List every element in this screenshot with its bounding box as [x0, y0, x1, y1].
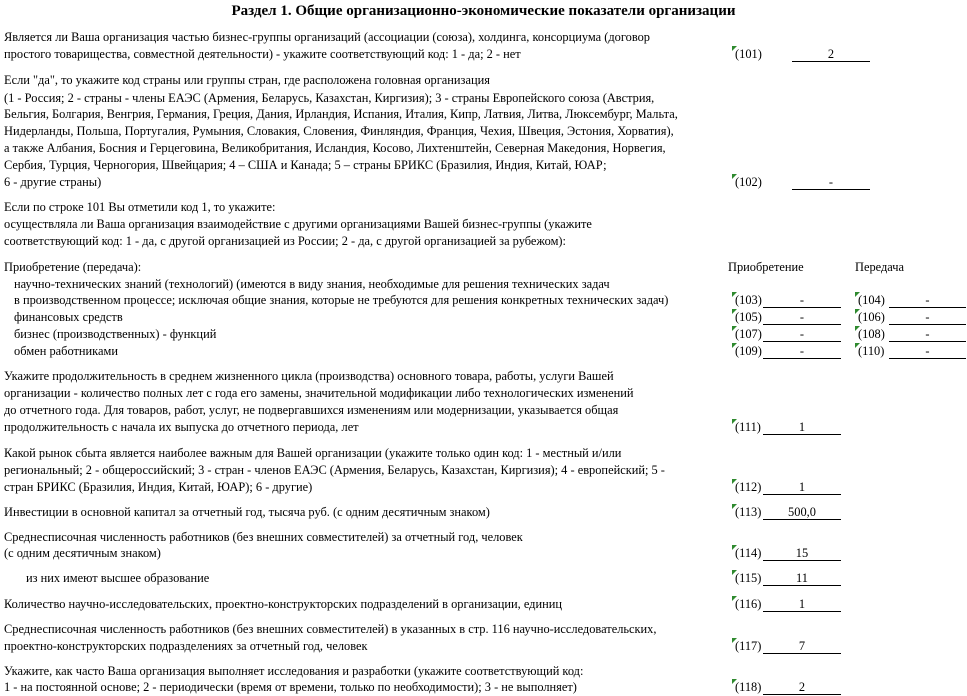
question-text: Количество научно-исследовательских, проектно-конструкторских подразделений в организации, единиц [4, 597, 562, 611]
field-marker-icon [732, 174, 737, 179]
row-code-114: (114) [732, 546, 761, 561]
answer-field-110[interactable]: - [889, 344, 966, 359]
field-marker-icon [732, 343, 737, 348]
question-text: (1 - Россия; 2 - страны - члены ЕАЭС (Армения, Беларусь, Казахстан, Киргизия); 3 - страны Европейского союза (Австрия, [4, 91, 655, 105]
field-marker-icon [732, 545, 737, 550]
question-text: 6 - другие страны) [4, 175, 102, 189]
row-code-118: (118) [732, 680, 761, 695]
row-code-103: (103) [732, 293, 762, 308]
field-marker-icon [855, 343, 860, 348]
answer-field-102[interactable]: - [792, 175, 870, 190]
answer-field-118[interactable]: 2 [763, 680, 841, 695]
answer-field-109[interactable]: - [763, 344, 841, 359]
question-text: стран БРИКС (Бразилия, Индия, Китай, ЮАР); 6 - другие) [4, 480, 313, 494]
row-code-104: (104) [855, 293, 885, 308]
question-text: проектно-конструкторских подразделениях за отчетный год, человек [4, 639, 368, 653]
field-marker-icon [732, 419, 737, 424]
answer-field-111[interactable]: 1 [763, 420, 841, 435]
answer-field-116[interactable]: 1 [763, 597, 841, 612]
answer-field-103[interactable]: - [763, 293, 841, 308]
field-marker-icon [855, 309, 860, 314]
acquisition-label: Приобретение (передача): [4, 260, 142, 274]
row-code-101: (101) [732, 47, 762, 62]
field-marker-icon [732, 46, 737, 51]
question-text: (с одним десятичным знаком) [4, 546, 161, 560]
field-marker-icon [732, 309, 737, 314]
field-marker-icon [732, 570, 737, 575]
row-code-116: (116) [732, 597, 761, 612]
field-marker-icon [732, 479, 737, 484]
row-label: в производственном процессе; исключая общие знания, которые не требуются для решения конкретных технических задач) [14, 293, 669, 307]
question-text: Среднесписочная численность работников (без внешних совместителей) в указанных в стр. 116 научно-исследовательских, [4, 622, 657, 636]
question-text: из них имеют высшее образование [26, 571, 210, 585]
answer-field-113[interactable]: 500,0 [763, 505, 841, 520]
answer-field-117[interactable]: 7 [763, 639, 841, 654]
row-label: научно-технических знаний (технологий) (имеются в виду знания, необходимые для решения технических задач [14, 277, 610, 291]
row-label: обмен работниками [14, 344, 118, 358]
question-text: до отчетного года. Для товаров, работ, услуг, не подвергавшихся изменениям или модернизации, указывается общая [4, 403, 619, 417]
question-text: Среднесписочная численность работников (без внешних совместителей) за отчетный год, человек [4, 530, 523, 544]
field-marker-icon [855, 292, 860, 297]
answer-field-105[interactable]: - [763, 310, 841, 325]
question-text: а также Албания, Босния и Герцеговина, Великобритания, Исландия, Косово, Лихтенштейн, Северная Македония, Норвегия, [4, 141, 666, 155]
question-text: простого товарищества, совместной деятельности) - укажите соответствующий код: 1 - да; 2 - нет [4, 47, 521, 61]
answer-field-106[interactable]: - [889, 310, 966, 325]
row-code-110: (110) [855, 344, 884, 359]
row-code-112: (112) [732, 480, 761, 495]
row-code-115: (115) [732, 571, 761, 586]
column-header-acquisition: Приобретение [728, 260, 804, 274]
row-code-106: (106) [855, 310, 885, 325]
field-marker-icon [732, 504, 737, 509]
row-label: бизнес (производственных) - функций [14, 327, 217, 341]
row-code-111: (111) [732, 420, 761, 435]
field-marker-icon [732, 679, 737, 684]
question-text: осуществляла ли Ваша организация взаимодействие с другими организациями Вашей бизнес-группы (укажите [4, 217, 592, 231]
section-title: Раздел 1. Общие организационно-экономические показатели организации [231, 3, 736, 19]
question-text: Какой рынок сбыта является наиболее важным для Вашей организации (укажите только один код: 1 - местный и/или [4, 446, 622, 460]
row-code-113: (113) [732, 505, 761, 520]
question-text: 1 - на постоянной основе; 2 - периодически (время от времени, только по необходимости); 3 - не выполняет) [4, 680, 577, 694]
field-marker-icon [732, 292, 737, 297]
question-text: Инвестиции в основной капитал за отчетный год, тысяча руб. (с одним десятичным знаком) [4, 505, 490, 519]
question-text: региональный; 2 - общероссийский; 3 - стран - членов ЕАЭС (Армения, Беларусь, Казахстан, Киргизия); 4 - европейский; 5 - [4, 463, 665, 477]
row-code-102: (102) [732, 175, 762, 190]
row-code-109: (109) [732, 344, 762, 359]
question-text: Если "да", то укажите код страны или группы стран, где расположена головная организация [4, 73, 490, 87]
answer-field-107[interactable]: - [763, 327, 841, 342]
field-marker-icon [732, 326, 737, 331]
answer-field-114[interactable]: 15 [763, 546, 841, 561]
question-text: соответствующий код: 1 - да, с другой организацией из России; 2 - да, с другой организацией за рубежом): [4, 234, 566, 248]
question-text: организации - количество полных лет с года его замены, значительной модификации либо технологических изменений [4, 386, 634, 400]
question-text: продолжительность с начала их выпуска до отчетного периода, лет [4, 420, 359, 434]
answer-field-108[interactable]: - [889, 327, 966, 342]
answer-field-115[interactable]: 11 [763, 571, 841, 586]
field-marker-icon [732, 638, 737, 643]
answer-field-101[interactable]: 2 [792, 47, 870, 62]
field-marker-icon [855, 326, 860, 331]
row-code-105: (105) [732, 310, 762, 325]
question-text: Нидерланды, Польша, Португалия, Румыния, Словакия, Словения, Финляндия, Франция, Чехия, Швеция, Эстония, Хорватия), [4, 124, 674, 138]
row-code-108: (108) [855, 327, 885, 342]
question-text: Укажите продолжительность в среднем жизненного цикла (производства) основного товара, работы, услуги Вашей [4, 369, 614, 383]
answer-field-104[interactable]: - [889, 293, 966, 308]
question-text: Укажите, как часто Ваша организация выполняет исследования и разработки (укажите соответствующий код: [4, 664, 584, 678]
field-marker-icon [732, 596, 737, 601]
question-text: Является ли Ваша организация частью бизнес-группы организаций (ассоциации (союза), холдинга, консорциума (договор [4, 30, 651, 44]
column-header-transfer: Передача [855, 260, 905, 274]
row-label: финансовых средств [14, 310, 123, 324]
answer-field-112[interactable]: 1 [763, 480, 841, 495]
question-text: Если по строке 101 Вы отметили код 1, то укажите: [4, 200, 276, 214]
question-text: Сербия, Турция, Черногория, Швейцария; 4 – США и Канада; 5 – страны БРИКС (Бразилия, Индия, Китай, ЮАР; [4, 158, 607, 172]
row-code-117: (117) [732, 639, 761, 654]
row-code-107: (107) [732, 327, 762, 342]
question-text: Бельгия, Болгария, Венгрия, Германия, Греция, Дания, Ирландия, Испания, Италия, Кипр, Латвия, Литва, Люксембург, Мальта, [4, 107, 678, 121]
